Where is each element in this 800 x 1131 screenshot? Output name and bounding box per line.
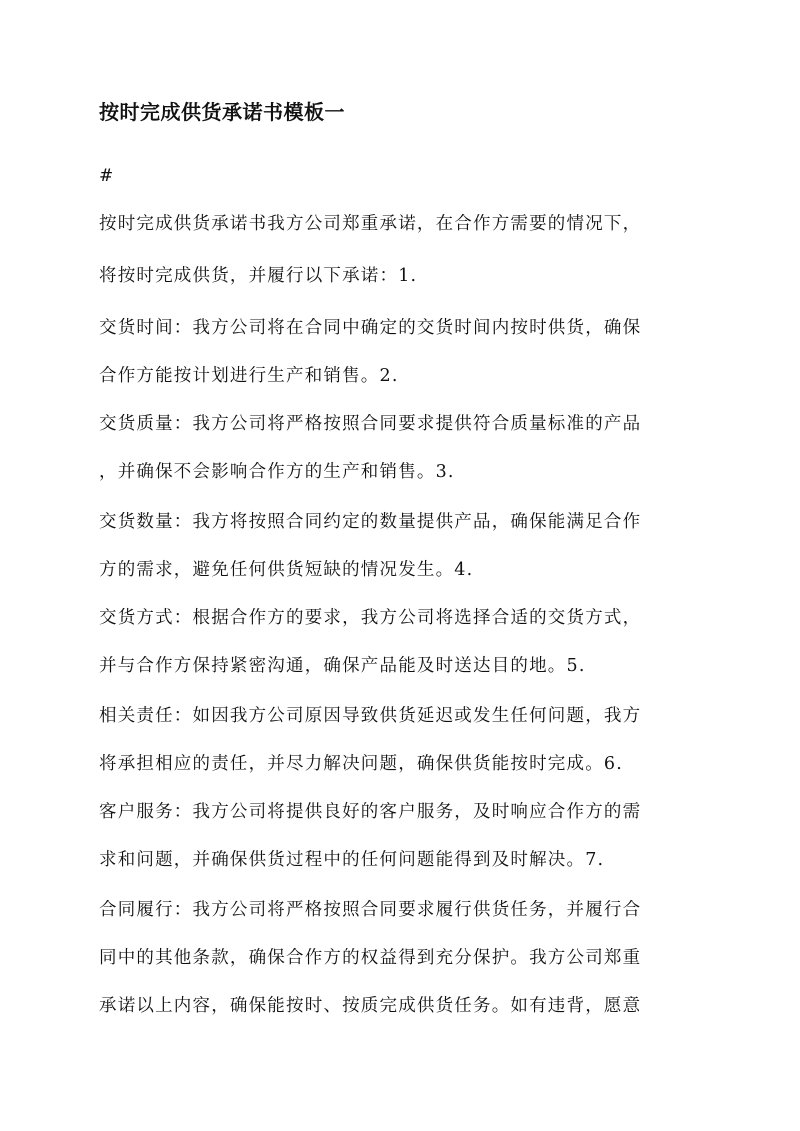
body-line-14: 求和问题，并确保供货过程中的任何问题能得到及时解决。7. (99, 850, 605, 870)
body-line-4: 合作方能按计划进行生产和销售。2. (99, 366, 399, 386)
document-title: 按时完成供货承诺书模板一 (99, 100, 345, 124)
body-line-1: 按时完成供货承诺书我方公司郑重承诺，在合作方需要的情况下， (99, 214, 642, 234)
body-line-5: 交货质量：我方公司将严格按照合同要求提供符合质量标准的产品 (99, 414, 642, 434)
body-line-7: 交货数量：我方将按照合同约定的数量提供产品，确保能满足合作 (99, 512, 642, 532)
body-line-11: 相关责任：如因我方公司原因导致供货延迟或发生任何问题，我方 (99, 706, 642, 726)
body-line-15: 合同履行：我方公司将严格按照合同要求履行供货任务，并履行合 (99, 900, 642, 920)
body-line-3: 交货时间：我方公司将在合同中确定的交货时间内按时供货，确保 (99, 318, 642, 338)
body-line-8: 方的需求，避免任何供货短缺的情况发生。4. (99, 560, 474, 580)
body-line-6: ，并确保不会影响合作方的生产和销售。3. (99, 462, 455, 482)
body-line-12: 将承担相应的责任，并尽力解决问题，确保供货能按时完成。6. (99, 754, 623, 774)
body-line-17: 承诺以上内容，确保能按时、按质完成供货任务。如有违背，愿意 (99, 996, 642, 1016)
body-line-9: 交货方式：根据合作方的要求，我方公司将选择合适的交货方式， (99, 608, 642, 628)
body-line-2: 将按时完成供货，并履行以下承诺：1. (99, 266, 418, 286)
body-line-10: 并与合作方保持紧密沟通，确保产品能及时送达目的地。5. (99, 656, 586, 676)
body-line-13: 客户服务：我方公司将提供良好的客户服务，及时响应合作方的需 (99, 802, 642, 822)
hash-line: # (99, 166, 114, 186)
body-line-16: 同中的其他条款，确保合作方的权益得到充分保护。我方公司郑重 (99, 948, 642, 968)
